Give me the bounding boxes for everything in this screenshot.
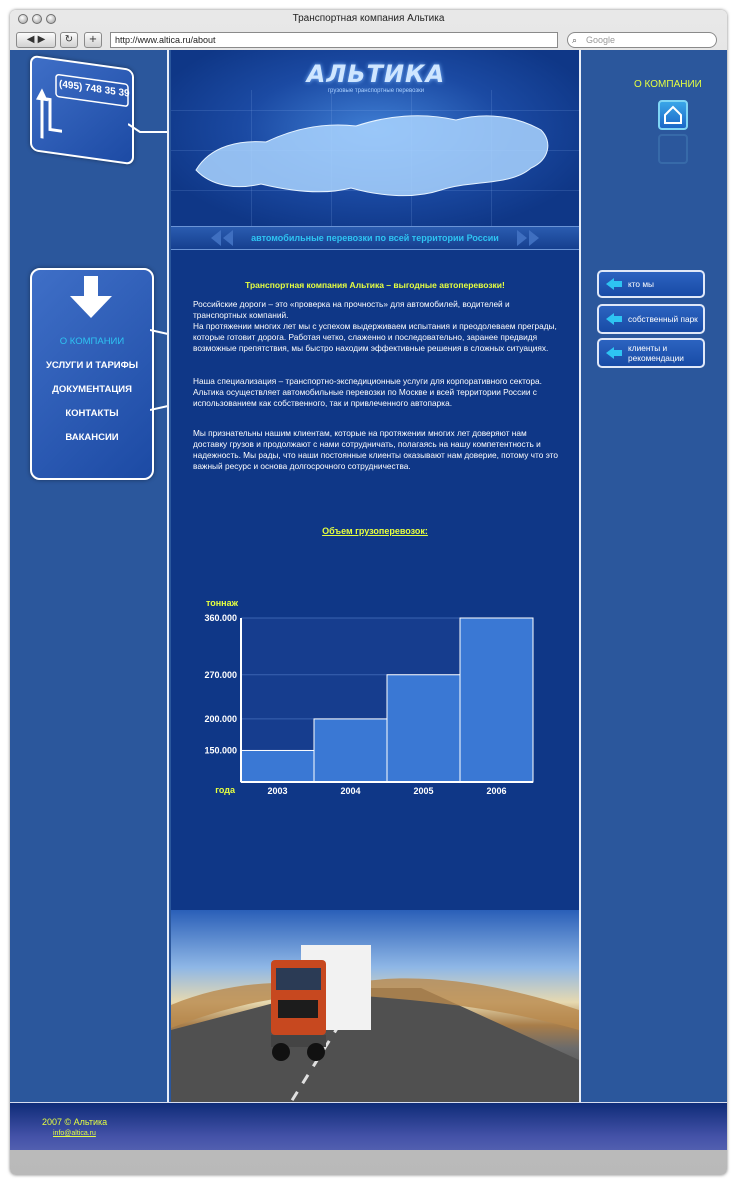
- main-content: [171, 50, 579, 1102]
- y-tick-label: 360.000: [204, 613, 237, 623]
- sign-connector: [128, 122, 168, 142]
- arrow-left-icon: [606, 347, 614, 359]
- arrow-left-icon: [606, 313, 614, 325]
- paragraph-clients: Мы признательны нашим клиентам, которые на протяжении многих лет доверяют нам доставку грузов и продолжают с нами сотрудничать, полагаясь на нашу компетентность и надежность. Мы рады, что наши постоянные клиенты оказывают нам доверие, потому что это важный ресурс и основа долгосрочного сотрудничества.: [193, 428, 559, 471]
- reload-button[interactable]: ↻: [60, 32, 78, 48]
- y-tick-label: 150.000: [204, 745, 237, 756]
- right-sidebar: [582, 50, 727, 1102]
- x-axis-label: года: [215, 785, 235, 795]
- link-clients[interactable]: [597, 338, 705, 368]
- window-title: Транспортная компания Альтика: [292, 13, 445, 24]
- add-bookmark-button[interactable]: +: [84, 32, 102, 48]
- minimize-window-button[interactable]: [32, 14, 42, 24]
- home-button[interactable]: [658, 100, 688, 130]
- copyright-text: 2007 © Альтика: [42, 1117, 108, 1127]
- phone-number[interactable]: (495) 748 35 39: [59, 78, 130, 100]
- logo-subtitle: грузовые транспортные перевозки: [327, 88, 425, 94]
- left-sidebar: [10, 50, 167, 1102]
- truck-road-image: [171, 910, 579, 1102]
- email-link[interactable]: info@altica.ru: [53, 1130, 96, 1137]
- phone-road-sign: [30, 55, 134, 166]
- section-title: О КОМПАНИИ: [634, 79, 702, 90]
- link-label: клиенты и рекомендации: [628, 343, 684, 363]
- chart-bar: [241, 750, 314, 782]
- y-tick-label: 200.000: [204, 713, 237, 724]
- freight-volume-chart: [171, 570, 579, 800]
- divider-left: [167, 50, 169, 1102]
- down-arrow-icon: [32, 276, 152, 336]
- header-banner: [171, 50, 579, 226]
- menu-item-contacts[interactable]: КОНТАКТЫ: [65, 408, 119, 419]
- zoom-window-button[interactable]: [46, 14, 56, 24]
- x-tick-label: 2005: [413, 786, 434, 796]
- close-window-button[interactable]: [18, 14, 28, 24]
- company-logo[interactable]: АЛЬТИКА: [306, 60, 446, 88]
- arrow-left-icon: [606, 278, 614, 290]
- menu-item-documents[interactable]: ДОКУМЕНТАЦИЯ: [52, 384, 132, 395]
- paragraph-intro: Российские дороги – это «проверка на прочность» для автомобилей, водителей и транспортных компаний.: [193, 299, 510, 320]
- menu-item-services[interactable]: УСЛУГИ И ТАРИФЫ: [45, 360, 139, 371]
- chart-bar: [460, 618, 533, 782]
- search-field[interactable]: [567, 32, 717, 48]
- home-icon: [660, 102, 686, 128]
- search-icon: ⌕: [572, 35, 578, 45]
- menu-item-vacancies[interactable]: ВАКАНСИИ: [65, 432, 119, 443]
- truck-icon: [266, 940, 376, 1070]
- x-tick-label: 2004: [340, 786, 361, 796]
- page-footer: [10, 1102, 727, 1150]
- y-axis-label: тоннаж: [205, 598, 238, 608]
- back-forward-button[interactable]: ◀ ▶: [16, 32, 56, 48]
- link-who-we-are[interactable]: [597, 270, 705, 298]
- page-viewport: [10, 50, 727, 1150]
- search-placeholder: Google: [586, 35, 616, 45]
- window-titlebar: [10, 10, 727, 28]
- y-tick-label: 270.000: [204, 669, 237, 680]
- paragraph-intro-2: На протяжении многих лет мы с успехом выдерживаем испытания и преодолеваем преграды, которые готовит дорога. Работая четко, слаженно и последовательно, заранее предвидя возможные препятствия, мы быстро находим эффективные решения в сложных ситуациях.: [193, 321, 557, 353]
- link-own-fleet[interactable]: [597, 304, 705, 334]
- road-arrow-icon: [32, 57, 132, 163]
- home-button-reflection: [658, 134, 688, 164]
- link-label: кто мы: [628, 279, 655, 289]
- chart-bar: [387, 675, 460, 782]
- paragraph-specialization: Наша специализация – транспортно-экспедиционные услуги для корпоративного сектора. Альтика осуществляет автомобильные перевозки по Москве и всей территории России с использованием как собственного, так и привлеченного автопарка.: [193, 376, 542, 408]
- slogan-text: автомобильные перевозки по всей территории России: [251, 233, 499, 243]
- slogan-bar: [171, 226, 579, 250]
- menu-item-about[interactable]: О КОМПАНИИ: [59, 336, 125, 347]
- chart-bar: [314, 719, 387, 782]
- link-label: собственный парк: [628, 314, 698, 324]
- divider-right: [579, 50, 581, 1102]
- x-tick-label: 2003: [267, 786, 288, 796]
- x-tick-label: 2006: [486, 786, 507, 796]
- main-menu-sign: [30, 268, 154, 480]
- address-bar[interactable]: http://www.altica.ru/about: [110, 32, 558, 48]
- page-title: Транспортная компания Альтика – выгодные автоперевозки!: [245, 280, 505, 290]
- chart-heading: Объем грузоперевозок:: [322, 526, 428, 536]
- browser-window: [10, 10, 727, 1175]
